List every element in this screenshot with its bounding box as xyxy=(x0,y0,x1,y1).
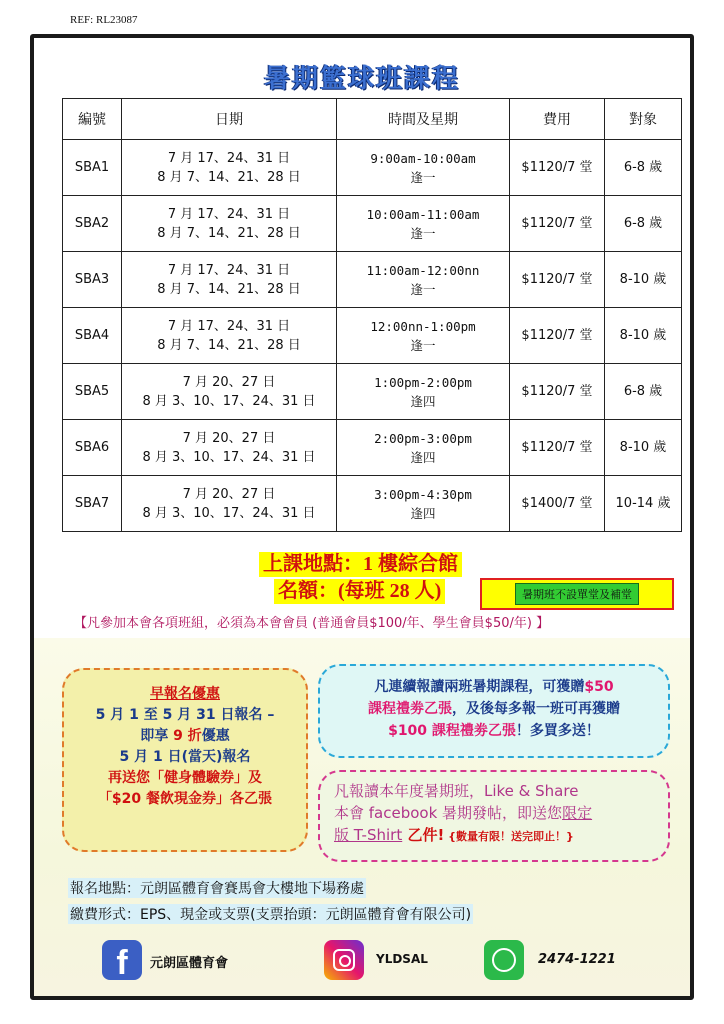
class-dates: 7 月 17、24、31 日 8 月 7、14、21、28 日 xyxy=(122,140,337,196)
two-class-offer-box: 凡連續報讀兩班暑期課程，可獲贈$50 課程禮劵乙張，及後每多報一班可再獲贈 $100 課程禮劵乙張！多買多送！ xyxy=(318,664,670,758)
class-fee: $1120/7 堂 xyxy=(510,420,605,476)
table-row xyxy=(63,252,682,308)
class-code: SBA1 xyxy=(63,140,122,196)
class-time: 1:00pm-2:00pm 逢四 xyxy=(337,364,510,420)
facebook-account[interactable]: 元朗區體育會 xyxy=(150,956,229,971)
venue-label: 上課地點：1 樓綜合館 xyxy=(259,552,462,577)
header-target: 對象 xyxy=(605,99,682,140)
promo-line-2: 本會 facebook 暑期發帖，即送您限定 xyxy=(334,804,593,822)
class-time: 2:00pm-3:00pm 逢四 xyxy=(337,420,510,476)
class-code: SBA6 xyxy=(63,420,122,476)
class-target: 10-14 歲 xyxy=(605,476,682,532)
reference-number: REF: RL23087 xyxy=(70,14,138,26)
table-row xyxy=(63,196,682,252)
table-row xyxy=(63,308,682,364)
class-dates: 7 月 17、24、31 日 8 月 7、14、21、28 日 xyxy=(122,308,337,364)
promo-line-1: 凡報讀本年度暑期班，Like & Share xyxy=(334,782,579,800)
whatsapp-number[interactable]: 2474-1221 xyxy=(538,952,616,967)
early-bird-gift-2: 「$20 餐飲現金券」各乙張 xyxy=(97,791,273,807)
class-time: 9:00am-10:00am 逢一 xyxy=(337,140,510,196)
class-time: 12:00nn-1:00pm 逢一 xyxy=(337,308,510,364)
early-bird-heading: 早報名優惠 xyxy=(150,686,220,702)
class-time: 11:00am-12:00nn 逢一 xyxy=(337,252,510,308)
page-title: 暑期籃球班課程 xyxy=(263,64,460,94)
instagram-account[interactable]: YLDSAL xyxy=(376,952,428,966)
class-code: SBA7 xyxy=(63,476,122,532)
header-code: 編號 xyxy=(63,99,122,140)
early-bird-sameday: 5 月 1 日(當天)報名 xyxy=(119,749,251,765)
class-dates: 7 月 20、27 日 8 月 3、10、17、24、31 日 xyxy=(122,476,337,532)
class-target: 6-8 歲 xyxy=(605,196,682,252)
table-row xyxy=(63,140,682,196)
early-bird-discount: 即享 9 折優惠 xyxy=(140,728,230,744)
early-bird-period: 5 月 1 至 5 月 31 日報名 – xyxy=(95,707,275,723)
class-fee: $1400/7 堂 xyxy=(510,476,605,532)
class-dates: 7 月 20、27 日 8 月 3、10、17、24、31 日 xyxy=(122,364,337,420)
promo-line-3: 版 T-Shirt 乙件! {數量有限！送完即止！} xyxy=(334,826,574,844)
early-bird-gift-1: 再送您「健身體驗券」及 xyxy=(108,770,262,786)
membership-note: 【凡參加本會各項班組，必須為本會會員 (普通會員$100/年、學生會員$50/年) 】 xyxy=(74,616,550,631)
table-row xyxy=(63,364,682,420)
class-fee: $1120/7 堂 xyxy=(510,364,605,420)
registration-address: 報名地點：元朗區體育會賽馬會大樓地下場務處 xyxy=(68,878,366,898)
class-target: 6-8 歲 xyxy=(605,140,682,196)
class-code: SBA5 xyxy=(63,364,122,420)
class-fee: $1120/7 堂 xyxy=(510,140,605,196)
class-dates: 7 月 17、24、31 日 8 月 7、14、21、28 日 xyxy=(122,196,337,252)
table-header-row xyxy=(63,99,682,140)
class-time: 10:00am-11:00am 逢一 xyxy=(337,196,510,252)
facebook-promo-box xyxy=(318,770,670,862)
class-fee: $1120/7 堂 xyxy=(510,308,605,364)
no-makeup-text: 暑期班不設單堂及補堂 xyxy=(515,583,639,605)
class-target: 8-10 歲 xyxy=(605,420,682,476)
class-fee: $1120/7 堂 xyxy=(510,196,605,252)
whatsapp-icon[interactable] xyxy=(484,940,524,980)
class-time: 3:00pm-4:30pm 逢四 xyxy=(337,476,510,532)
class-code: SBA4 xyxy=(63,308,122,364)
header-fee: 費用 xyxy=(510,99,605,140)
table-row xyxy=(63,476,682,532)
payment-methods: 繳費形式：EPS、現金或支票(支票抬頭：元朗區體育會有限公司) xyxy=(68,904,473,924)
class-target: 8-10 歲 xyxy=(605,252,682,308)
class-code: SBA2 xyxy=(63,196,122,252)
class-dates: 7 月 17、24、31 日 8 月 7、14、21、28 日 xyxy=(122,252,337,308)
quota-label: 名額：(每班 28 人) xyxy=(274,579,445,604)
instagram-icon[interactable] xyxy=(324,940,364,980)
early-bird-box xyxy=(62,668,308,852)
class-fee: $1120/7 堂 xyxy=(510,252,605,308)
facebook-icon[interactable]: f xyxy=(102,940,142,980)
class-code: SBA3 xyxy=(63,252,122,308)
class-dates: 7 月 20、27 日 8 月 3、10、17、24、31 日 xyxy=(122,420,337,476)
no-makeup-notice xyxy=(480,578,674,610)
table-row xyxy=(63,420,682,476)
poster-frame xyxy=(30,34,694,1000)
header-date: 日期 xyxy=(122,99,337,140)
class-target: 6-8 歲 xyxy=(605,364,682,420)
class-target: 8-10 歲 xyxy=(605,308,682,364)
schedule-table xyxy=(62,98,682,532)
header-time: 時間及星期 xyxy=(337,99,510,140)
